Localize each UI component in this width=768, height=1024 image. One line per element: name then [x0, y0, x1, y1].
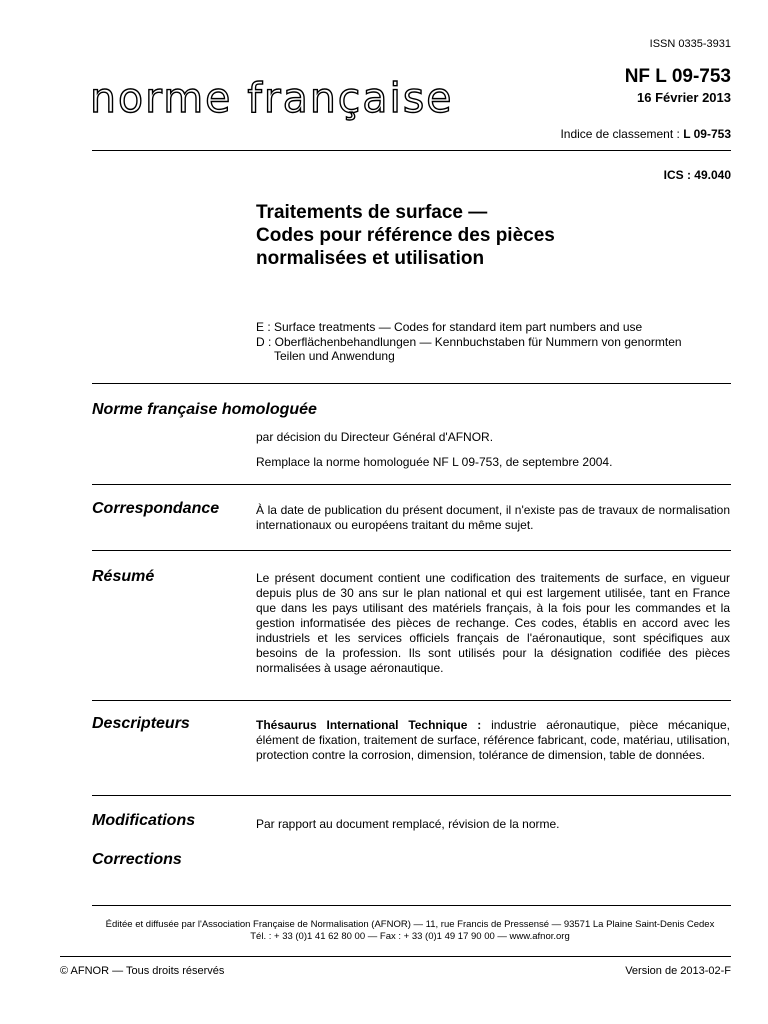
- publisher-info: [60, 919, 760, 943]
- brand-title: norme française: [90, 74, 454, 122]
- divider: [92, 700, 731, 701]
- divider: [92, 905, 731, 906]
- title-translations: [256, 320, 736, 364]
- copyright: © AFNOR — Tous droits réservés: [60, 965, 225, 977]
- divider: [92, 795, 731, 796]
- homologuee-decision: par décision du Directeur Général d'AFNOR.: [256, 430, 494, 444]
- descripteurs-text: industrie aéronautique, pièce mécanique, élément de fixation, traitement de surface, référence fabricant, code, matériau, utilisation, protection contre la corrosion, dimension, tolérance de dimension, table de données.: [256, 718, 730, 762]
- section-heading-resume: Résumé: [92, 568, 155, 585]
- section-heading-modifications: Modifications: [92, 812, 196, 829]
- standard-code: NF L 09-753: [624, 66, 731, 87]
- publisher-contact: Tél. : + 33 (0)1 41 62 80 00 — Fax : + 33 (0)1 49 17 90 00 — www.afnor.org: [250, 931, 570, 942]
- class-index-label: Indice de classement :: [560, 127, 684, 141]
- section-body-modifications: Par rapport au document remplacé, révision de la norme.: [256, 817, 560, 831]
- publisher-address: Éditée et diffusée par l'Association Française de Normalisation (AFNOR) — 11, rue Francis de Pressensé — 93571 La Plaine Saint-Denis Cedex: [105, 919, 715, 930]
- section-body-correspondance: À la date de publication du présent document, il n'existe pas de travaux de normalisation internationaux ou européens traitant du même sujet.: [256, 503, 730, 532]
- standard-date: 16 Février 2013: [637, 90, 731, 105]
- homologuee-replaces: Remplace la norme homologuée NF L 09-753, de septembre 2004.: [256, 455, 613, 469]
- translation-en: E : Surface treatments — Codes for standard item part numbers and use: [256, 320, 643, 334]
- document-title: [256, 201, 726, 270]
- section-body-resume: Le présent document contient une codification des traitements de surface, en vigueur depuis plus de 30 ans sur le plan national et qui est largement utilisée, tant en France que dans les pays utilisant des matériels français, à la fois pour les commandes et la gestion informatisée des pièces de rechange. Ces codes, établis en accord avec les industriels et les services officiels français de l'aéronautique, sont spécifiques aux besoins de la profession. Ils sont utilisés pour la désignation codifiée des pièces normalisées à usage aéronautique.: [256, 571, 730, 675]
- title-line-3: normalisées et utilisation: [256, 248, 485, 269]
- section-body-homologuee: [256, 430, 730, 480]
- section-heading-correspondance: Correspondance: [92, 500, 220, 517]
- version: Version de 2013-02-F: [625, 965, 731, 977]
- class-index: [560, 127, 731, 141]
- divider: [92, 383, 731, 384]
- section-heading-corrections: Corrections: [92, 851, 182, 868]
- section-heading-homologuee: Norme française homologuée: [92, 401, 317, 418]
- divider: [92, 150, 731, 151]
- translation-de-cont: Teilen und Anwendung: [274, 349, 395, 363]
- section-body-descripteurs: [256, 718, 730, 763]
- class-index-value: L 09-753: [683, 127, 731, 141]
- translation-de: D : Oberflächenbehandlungen — Kennbuchstaben für Nummern von genormten: [256, 334, 682, 349]
- divider: [92, 550, 731, 551]
- title-line-2: Codes pour référence des pièces: [256, 225, 555, 246]
- divider: [92, 484, 731, 485]
- issn: ISSN 0335-3931: [649, 38, 731, 50]
- ics-code: ICS : 49.040: [663, 168, 731, 182]
- footer-divider: [60, 956, 731, 957]
- descripteurs-lead: Thésaurus International Technique :: [256, 718, 482, 732]
- section-heading-descripteurs: Descripteurs: [92, 715, 190, 732]
- title-line-1: Traitements de surface —: [256, 202, 488, 223]
